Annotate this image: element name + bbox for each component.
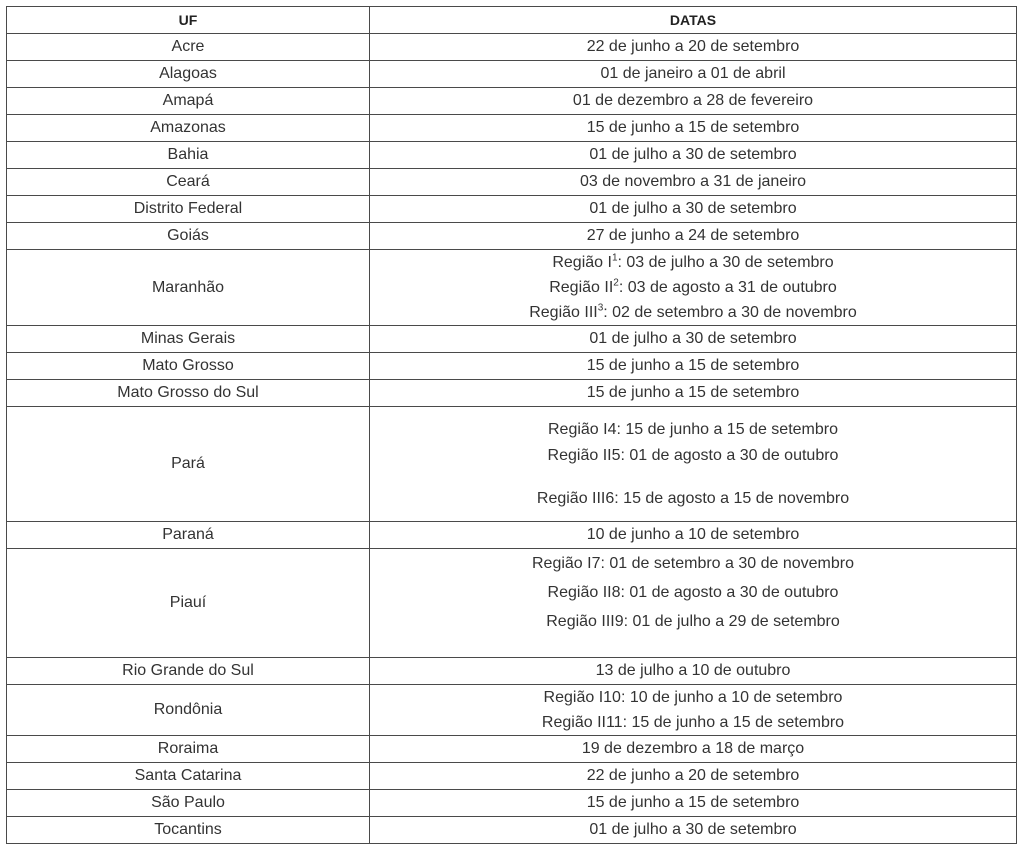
uf-cell: Goiás <box>7 223 370 250</box>
uf-cell: Roraima <box>7 736 370 763</box>
uf-cell: Distrito Federal <box>7 196 370 223</box>
region-line: Região $I^1$: 03 de julho a 30 de setembro <box>552 252 834 271</box>
region-line: Região II5: 01 de agosto a 30 de outubro <box>547 446 839 464</box>
region-line: Região I7: 01 de setembro a 30 de novembro <box>532 555 854 572</box>
table-row-rondonia <box>7 685 1017 736</box>
table-row <box>7 658 1017 685</box>
date-cell: 01 de dezembro a 28 de fevereiro <box>370 88 1017 115</box>
uf-cell: Alagoas <box>7 61 370 88</box>
date-cell <box>370 407 1017 522</box>
date-cell <box>370 549 1017 658</box>
table-row <box>7 736 1017 763</box>
date-cell: 03 de novembro a 31 de janeiro <box>370 169 1017 196</box>
date-cell: 01 de julho a 30 de setembro <box>370 326 1017 353</box>
date-cell: 15 de junho a 15 de setembro <box>370 353 1017 380</box>
date-cell: 22 de junho a 20 de setembro <box>370 763 1017 790</box>
date-cell: 15 de junho a 15 de setembro <box>370 790 1017 817</box>
header-row <box>7 7 1017 34</box>
date-cell: 15 de junho a 15 de setembro <box>370 380 1017 407</box>
date-cell: 13 de julho a 10 de outubro <box>370 658 1017 685</box>
date-cell: 01 de julho a 30 de setembro <box>370 142 1017 169</box>
region-line: Região $II^2$: 03 de agosto a 31 de outubro <box>549 277 837 296</box>
uf-cell: Tocantins <box>7 817 370 844</box>
table-row <box>7 790 1017 817</box>
region-line: Região I10: 10 de junho a 10 de setembro <box>543 689 843 706</box>
uf-cell: São Paulo <box>7 790 370 817</box>
table-row <box>7 817 1017 844</box>
uf-cell: Minas Gerais <box>7 326 370 353</box>
uf-cell: Bahia <box>7 142 370 169</box>
table-row <box>7 326 1017 353</box>
table-row <box>7 380 1017 407</box>
uf-cell: Acre <box>7 34 370 61</box>
header-datas: DATAS <box>370 7 1017 34</box>
header-uf: UF <box>7 7 370 34</box>
date-cell <box>370 250 1017 326</box>
uf-dates-table <box>6 6 1017 844</box>
table-row-piaui <box>7 549 1017 658</box>
table-row <box>7 34 1017 61</box>
uf-cell: Ceará <box>7 169 370 196</box>
table-row <box>7 522 1017 549</box>
date-cell: 01 de julho a 30 de setembro <box>370 196 1017 223</box>
uf-cell: Paraná <box>7 522 370 549</box>
region-line: Região III6: 15 de agosto a 15 de novembro <box>536 489 850 507</box>
date-cell: 27 de junho a 24 de setembro <box>370 223 1017 250</box>
uf-cell: Piauí <box>7 549 370 658</box>
table-row <box>7 353 1017 380</box>
uf-cell: Amapá <box>7 88 370 115</box>
region-line: Região III$^3$: 02 de setembro a 30 de novembro <box>529 302 857 321</box>
date-cell: 01 de julho a 30 de setembro <box>370 817 1017 844</box>
table-row <box>7 142 1017 169</box>
uf-cell: Santa Catarina <box>7 763 370 790</box>
date-cell: 10 de junho a 10 de setembro <box>370 522 1017 549</box>
uf-cell: Mato Grosso <box>7 353 370 380</box>
table-row <box>7 115 1017 142</box>
table-row <box>7 61 1017 88</box>
uf-cell: Amazonas <box>7 115 370 142</box>
date-cell: 15 de junho a 15 de setembro <box>370 115 1017 142</box>
uf-cell: Pará <box>7 407 370 522</box>
date-cell: 19 de dezembro a 18 de março <box>370 736 1017 763</box>
uf-cell: Mato Grosso do Sul <box>7 380 370 407</box>
region-line: Região III9: 01 de julho a 29 de setembro <box>546 613 840 630</box>
uf-cell: Rondônia <box>7 685 370 736</box>
table-row <box>7 223 1017 250</box>
table-row <box>7 169 1017 196</box>
uf-cell: Rio Grande do Sul <box>7 658 370 685</box>
date-cell: 22 de junho a 20 de setembro <box>370 34 1017 61</box>
region-line: Região II11: 15 de junho a 15 de setembro <box>541 714 845 731</box>
date-cell: 01 de janeiro a 01 de abril <box>370 61 1017 88</box>
region-line: Região I4: 15 de junho a 15 de setembro <box>548 420 838 438</box>
table-row <box>7 763 1017 790</box>
table-row <box>7 196 1017 223</box>
table-row <box>7 88 1017 115</box>
uf-cell: Maranhão <box>7 250 370 326</box>
table-row-para <box>7 407 1017 522</box>
region-line: Região II8: 01 de agosto a 30 de outubro <box>547 584 839 601</box>
date-cell <box>370 685 1017 736</box>
table-row-maranhao <box>7 250 1017 326</box>
